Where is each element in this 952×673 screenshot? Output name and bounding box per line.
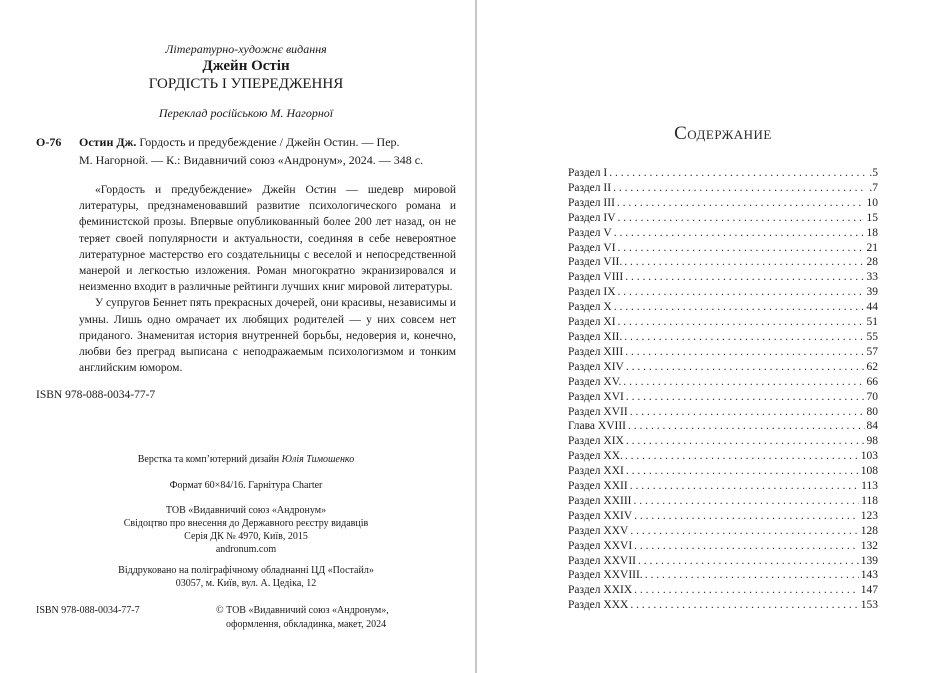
toc-entry-page: 66 bbox=[866, 375, 878, 388]
toc-entry[interactable] bbox=[568, 494, 878, 509]
toc-dot-leader bbox=[626, 390, 865, 405]
toc-dot-leader bbox=[609, 166, 867, 181]
toc-entry-page: 147 bbox=[860, 584, 878, 597]
toc-entry-label: Раздел XXIX bbox=[568, 584, 633, 597]
toc-entry-page: 113 bbox=[861, 480, 878, 493]
toc-entry-page: 103 bbox=[860, 450, 878, 463]
toc-entry-label: Раздел XIII bbox=[568, 345, 624, 358]
toc-entry-label: Раздел XXVIII. bbox=[568, 569, 643, 582]
toc-entry-label: Раздел XIX bbox=[568, 435, 624, 448]
toc-dot-leader bbox=[626, 360, 865, 375]
toc-entry[interactable] bbox=[568, 285, 878, 300]
designer-name: Юлія Тимошенко bbox=[281, 454, 355, 466]
toc-entry[interactable] bbox=[568, 405, 878, 420]
toc-entry[interactable] bbox=[568, 181, 878, 196]
edition-type: Літературно-художнє видання bbox=[165, 42, 327, 56]
toc-entry-label: Раздел XI bbox=[568, 316, 616, 329]
toc-entry-label: Раздел VII. bbox=[568, 256, 623, 269]
toc-entry[interactable] bbox=[568, 375, 878, 390]
toc-dot-leader bbox=[624, 330, 864, 345]
publisher-line: Свідоцтво про внесення до Державного реєстру видавців bbox=[123, 518, 369, 530]
toc-entry-page: 10 bbox=[866, 196, 878, 209]
toc-entry[interactable] bbox=[568, 345, 878, 360]
publisher-website: andronum.com bbox=[215, 544, 277, 556]
credits-label: Верстка та комп’ютерний дизайн bbox=[137, 454, 282, 466]
annotation-paragraph: «Гордость и предубеждение» Джейн Остин — шедевр мировой литературы, предзнаменовавший развитие психологического романа и феминистской прозы. Впервые опубликованный более 200 лет назад, он не теряет своей популярности и актуальности, соединяя в себе невероятное литературное мастерство его создательницы с веселой и непосредственной манерой и легкостью изложения. Роман многократно экранизировался и неизменно входит в различные рейтинги лучших книг мировой литературы. bbox=[79, 184, 456, 294]
toc-entry-page: 51 bbox=[866, 316, 878, 329]
toc-entry-page: 18 bbox=[866, 226, 878, 239]
toc-entry-page: 123 bbox=[860, 509, 878, 522]
toc-dot-leader bbox=[624, 255, 864, 270]
toc-entry-label: Раздел III bbox=[568, 196, 615, 209]
toc-entry-label: Раздел XXX bbox=[568, 599, 629, 612]
isbn-top: ISBN 978-088-0034-77-7 bbox=[36, 389, 156, 402]
toc-entry-label: Раздел XIV bbox=[568, 360, 624, 373]
toc-entry[interactable] bbox=[568, 509, 878, 524]
toc-entry-page: 55 bbox=[866, 330, 878, 343]
toc-entry-page: 39 bbox=[866, 286, 878, 299]
toc-entry[interactable] bbox=[568, 464, 878, 479]
toc-dot-leader bbox=[614, 300, 865, 315]
biblio-line-2: М. Нагорной. — К.: Видавничий союз «Андронум», 2024. — 348 с. bbox=[79, 153, 424, 167]
toc-entry-page: 57 bbox=[866, 345, 878, 358]
toc-entry[interactable] bbox=[568, 554, 878, 569]
printer-info bbox=[36, 564, 456, 590]
toc-entry-label: Раздел XXVI bbox=[568, 539, 633, 552]
toc-dot-leader bbox=[630, 598, 858, 613]
toc-entry-label: Раздел XXII bbox=[568, 480, 628, 493]
toc-entry-page: 44 bbox=[866, 301, 878, 314]
toc-entry[interactable] bbox=[568, 390, 878, 405]
toc-dot-leader bbox=[634, 539, 859, 554]
toc-title: Содержание bbox=[674, 123, 772, 144]
annotation-paragraph: У супругов Беннет пять прекрасных дочерей, они красивы, независимы и умны. Лишь одно омрачает их любящих родителей — у них совсем нет приданого. Знаменитая история внутренней борьбы, недоверия и, конечно, любви без преград выписана с неподражаемым психологизмом и тонким английским юмором. bbox=[79, 297, 456, 375]
publisher-line: Серія ДК № 4970, Київ, 2015 bbox=[184, 531, 308, 543]
contents-page bbox=[477, 0, 952, 673]
toc-entry[interactable] bbox=[568, 479, 878, 494]
toc-entry[interactable] bbox=[568, 226, 878, 241]
toc-dot-leader bbox=[614, 226, 865, 241]
toc-dot-leader bbox=[630, 405, 865, 420]
toc-entry-label: Глава XVIII bbox=[568, 420, 626, 433]
toc-dot-leader bbox=[623, 375, 864, 390]
toc-entry-label: Раздел XXIV bbox=[568, 509, 633, 522]
toc-entry-page: 80 bbox=[866, 405, 878, 418]
toc-entry-label: Раздел II bbox=[568, 181, 612, 194]
toc-entry[interactable] bbox=[568, 524, 878, 539]
toc-dot-leader bbox=[625, 270, 864, 285]
toc-dot-leader bbox=[613, 181, 867, 196]
toc-dot-leader bbox=[625, 345, 864, 360]
annotation bbox=[79, 182, 456, 376]
toc-entry-page: .7 bbox=[869, 181, 878, 194]
toc-entry-label: Раздел XVII bbox=[568, 405, 628, 418]
toc-dot-leader bbox=[618, 315, 865, 330]
toc-dot-leader bbox=[626, 464, 859, 479]
toc-entry-page: 98 bbox=[866, 435, 878, 448]
copyright-notice bbox=[216, 604, 456, 632]
toc-entry-page: 153 bbox=[860, 599, 878, 612]
book-title: ГОРДІСТЬ І УПЕРЕДЖЕННЯ bbox=[148, 76, 344, 92]
toc-entry[interactable] bbox=[568, 196, 878, 211]
toc-entry-page: 143 bbox=[860, 569, 878, 582]
toc-entry-label: Раздел XX. bbox=[568, 450, 623, 463]
toc-entry[interactable] bbox=[568, 419, 878, 434]
toc-entry-page: 118 bbox=[861, 494, 878, 507]
toc-entry-label: Раздел XV. bbox=[568, 375, 622, 388]
toc-dot-leader bbox=[634, 583, 859, 598]
translation-credit: Переклад російською М. Нагорної bbox=[158, 106, 334, 120]
toc-entry[interactable] bbox=[568, 598, 878, 613]
toc-entry-label: Раздел V bbox=[568, 226, 612, 239]
toc-entry-page: 132 bbox=[860, 539, 878, 552]
publisher-line: ТОВ «Видавничий союз «Андронум» bbox=[165, 505, 327, 517]
bottom-imprint bbox=[36, 604, 456, 632]
toc-dot-leader bbox=[628, 419, 865, 434]
toc-entry[interactable] bbox=[568, 300, 878, 315]
toc-entry-label: Раздел IV bbox=[568, 211, 616, 224]
toc-dot-leader bbox=[630, 479, 859, 494]
printer-line: 03057, м. Київ, вул. А. Цедіка, 12 bbox=[175, 578, 317, 590]
toc-entry-label: Раздел XXIII bbox=[568, 494, 632, 507]
toc-entry[interactable] bbox=[568, 166, 878, 181]
toc-entry-label: Раздел XXVII bbox=[568, 554, 636, 567]
toc-entry[interactable] bbox=[568, 434, 878, 449]
toc-entry-page: 15 bbox=[866, 211, 878, 224]
printer-line: Віддруковано на поліграфічному обладнанні ЦД «Постайл» bbox=[118, 565, 374, 577]
toc-entry-page: 62 bbox=[866, 360, 878, 373]
toc-entry-page: 28 bbox=[866, 256, 878, 269]
toc-entry-page: 108 bbox=[860, 465, 878, 478]
toc-entry[interactable] bbox=[568, 211, 878, 226]
biblio-author: Остин Дж. bbox=[79, 135, 137, 149]
toc-entry[interactable] bbox=[568, 315, 878, 330]
toc-dot-leader bbox=[638, 554, 859, 569]
toc-entry-page: 21 bbox=[866, 241, 878, 254]
toc-entry[interactable] bbox=[568, 360, 878, 375]
toc-dot-leader bbox=[634, 494, 860, 509]
toc-entry-label: Раздел XXI bbox=[568, 465, 624, 478]
toc-dot-leader bbox=[617, 196, 865, 211]
format-info: Формат 60×84/16. Гарнітура Charter bbox=[169, 480, 323, 492]
toc-dot-leader bbox=[625, 449, 859, 464]
copyright-line: оформлення, обкладинка, макет, 2024 bbox=[226, 619, 387, 631]
toc-entry-label: Раздел XII. bbox=[568, 330, 623, 343]
publisher-info bbox=[36, 504, 456, 556]
toc-entry[interactable] bbox=[568, 583, 878, 598]
layout-credits bbox=[36, 453, 456, 466]
toc-entry-label: Раздел XXV bbox=[568, 524, 629, 537]
toc-entry[interactable] bbox=[568, 241, 878, 256]
biblio-title: Гордость и предубеждение / Джейн Остин. — Пер. bbox=[136, 135, 400, 149]
toc-dot-leader bbox=[618, 241, 865, 256]
toc-dot-leader bbox=[618, 285, 865, 300]
toc-entry-label: Раздел X bbox=[568, 301, 612, 314]
toc-entry-label: Раздел I bbox=[568, 167, 608, 179]
toc-entry[interactable] bbox=[568, 449, 878, 464]
toc-entry-label: Раздел VI bbox=[568, 241, 616, 254]
toc-dot-leader bbox=[618, 211, 865, 226]
toc-dot-leader bbox=[645, 568, 859, 583]
toc-entry[interactable] bbox=[568, 255, 878, 270]
toc-entry-page: 84 bbox=[866, 420, 878, 433]
toc-entry-label: Раздел IX bbox=[568, 286, 616, 299]
author-name: Джейн Остін bbox=[202, 58, 290, 74]
toc-list bbox=[568, 166, 878, 613]
toc-entry-page: 128 bbox=[860, 524, 878, 537]
toc-entry-page: .5 bbox=[869, 167, 878, 179]
copyright-line: © ТОВ «Видавничий союз «Андронум», bbox=[216, 605, 389, 617]
toc-dot-leader bbox=[626, 434, 865, 449]
isbn-bottom: ISBN 978-088-0034-77-7 bbox=[36, 605, 140, 617]
toc-entry-page: 70 bbox=[866, 390, 878, 403]
catalog-code: О-76 bbox=[36, 135, 62, 149]
toc-dot-leader bbox=[634, 509, 859, 524]
toc-entry-label: Раздел XVI bbox=[568, 390, 624, 403]
toc-entry-page: 33 bbox=[866, 271, 878, 284]
biblio-entry-text bbox=[79, 133, 456, 169]
imprint-page bbox=[0, 0, 475, 673]
toc-entry[interactable] bbox=[568, 568, 878, 583]
toc-dot-leader bbox=[630, 524, 858, 539]
toc-entry[interactable] bbox=[568, 539, 878, 554]
toc-entry[interactable] bbox=[568, 270, 878, 285]
toc-entry[interactable] bbox=[568, 330, 878, 345]
bibliographic-entry bbox=[36, 133, 456, 169]
biblio-line-1 bbox=[79, 133, 456, 151]
toc-entry-label: Раздел VIII bbox=[568, 271, 624, 284]
toc-entry-page: 139 bbox=[860, 554, 878, 567]
